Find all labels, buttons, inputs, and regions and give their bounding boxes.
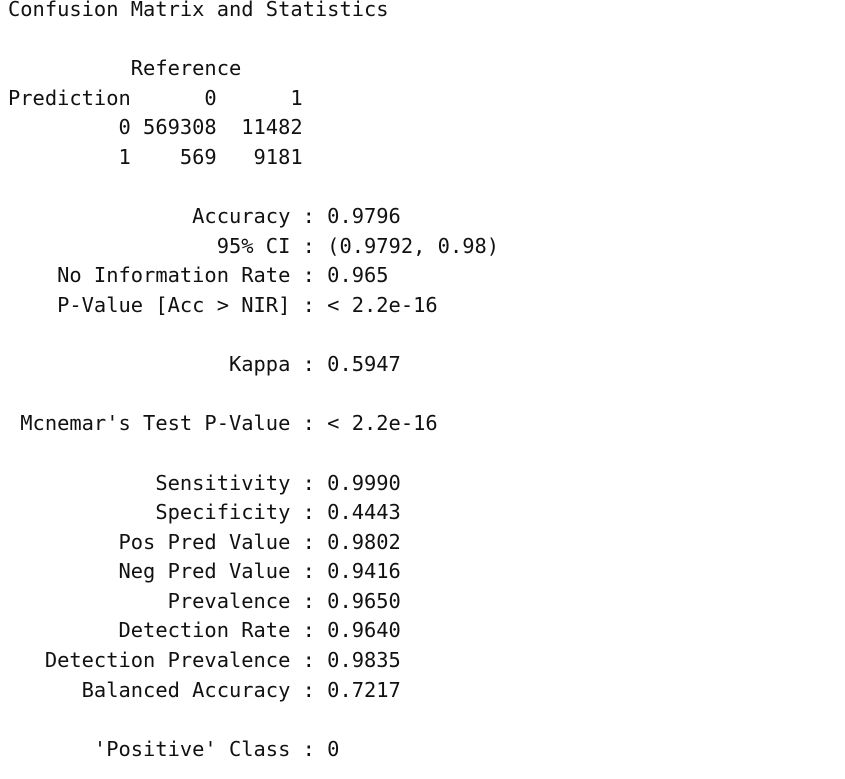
r-console-output <box>8 0 499 764</box>
output-title: Confusion Matrix and Statistics <box>8 0 389 21</box>
stat-prevalence: Prevalence : 0.9650 <box>8 588 401 613</box>
blank-line <box>8 321 499 351</box>
blank-line <box>8 173 499 203</box>
stat-95-ci: 95% CI : (0.9792, 0.98) <box>8 233 500 258</box>
matrix-row-0: 0 569308 11482 <box>8 115 303 140</box>
blank-line <box>8 705 499 735</box>
stat-detection-rate: Detection Rate : 0.9640 <box>8 618 401 643</box>
stat-balanced-accuracy: Balanced Accuracy : 0.7217 <box>8 677 401 702</box>
blank-line <box>8 380 499 410</box>
matrix-reference-header: Reference <box>8 56 242 81</box>
stat-pos-pred-value: Pos Pred Value : 0.9802 <box>8 529 401 554</box>
blank-line <box>8 25 499 55</box>
stat-neg-pred-value: Neg Pred Value : 0.9416 <box>8 559 401 584</box>
stat-sensitivity: Sensitivity : 0.9990 <box>8 470 401 495</box>
stat-accuracy: Accuracy : 0.9796 <box>8 204 401 229</box>
blank-line <box>8 439 499 469</box>
stat-p-value-acc-nir: P-Value [Acc > NIR] : < 2.2e-16 <box>8 292 438 317</box>
stat-specificity: Specificity : 0.4443 <box>8 500 401 525</box>
matrix-column-header: Prediction 0 1 <box>8 85 303 110</box>
stat-mcnemar-p-value: Mcnemar's Test P-Value : < 2.2e-16 <box>8 411 438 436</box>
stat-detection-prevalence: Detection Prevalence : 0.9835 <box>8 648 401 673</box>
matrix-row-1: 1 569 9181 <box>8 144 303 169</box>
stat-kappa: Kappa : 0.5947 <box>8 352 401 377</box>
stat-positive-class: 'Positive' Class : 0 <box>8 736 340 761</box>
stat-no-information-rate: No Information Rate : 0.965 <box>8 263 389 288</box>
